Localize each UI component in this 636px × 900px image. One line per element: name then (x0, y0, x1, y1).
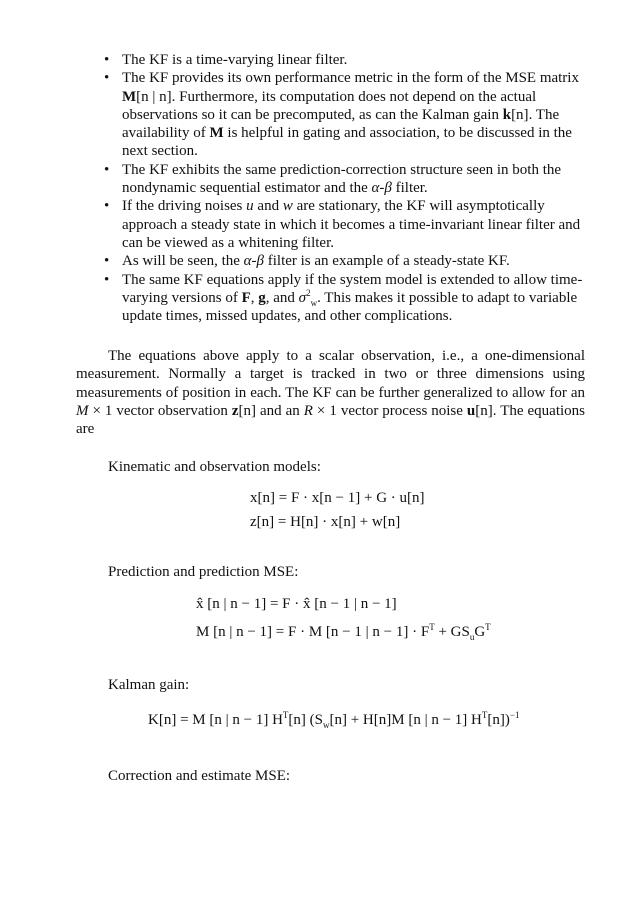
bullet-text: The same KF equations apply if the system model is extended to allow time-varying versions of (122, 271, 583, 306)
eq-sup: T (485, 622, 491, 632)
paragraph-text: × 1 vector observation (88, 402, 232, 419)
bullet-icon: • (104, 52, 110, 68)
eq-sup: −1 (509, 710, 520, 720)
eq-part: K[n] = M [n | n − 1] H (148, 712, 283, 728)
eq-sup: T (481, 710, 488, 720)
symbol-sigma: σ (298, 289, 307, 306)
bullet-text: . This makes it possible to adapt to variable update times, missed updates, and other complications. (122, 289, 578, 325)
eq-part: G (474, 624, 486, 640)
bullet-icon: • (104, 198, 110, 215)
bullet-icon: • (104, 253, 110, 270)
heading-kalman-gain: Kalman gain: (108, 677, 190, 693)
symbol-F: F (241, 289, 251, 306)
symbol-M: M (122, 88, 137, 105)
symbol-alpha-beta: α-β (243, 253, 264, 270)
eq-part: M [n | n − 1] = F · M [n − 1 | n − 1] · F (196, 624, 430, 640)
bullet-list (102, 51, 587, 325)
bullet-text: filter is an example of a steady-state KF. (263, 253, 510, 270)
symbol-arg: [n] (475, 402, 493, 419)
equation-prediction-2 (196, 622, 491, 642)
bullet-text: is helpful in gating and association, to be discussed in the next section. (122, 125, 572, 160)
equation-prediction-1: x̂ [n | n − 1] = F · x̂ [n − 1 | n − 1] (196, 596, 397, 612)
list-item (102, 197, 587, 252)
symbol-arg: [n] (511, 106, 529, 123)
list-item (102, 271, 587, 326)
equation-kinematic-1: x[n] = F · x[n − 1] + G · u[n] (250, 490, 425, 506)
eq-sup: T (282, 710, 289, 720)
bullet-text: If the driving noises (122, 198, 247, 215)
symbol-z: z (231, 402, 239, 419)
eq-part: + GS (434, 624, 470, 640)
bullet-text: . Furthermore, its computation does not depend on the actual observations so it can be precomputed, as can the Kalman gain (122, 88, 537, 123)
bullet-text: , (250, 289, 259, 306)
eq-part: [n]) (487, 712, 510, 728)
bullet-text: The KF exhibits the same prediction-correction structure seen in both the nondynamic sequential estimator and the (122, 161, 562, 197)
bullet-icon: • (104, 161, 110, 178)
eq-part: [n] (S (288, 712, 323, 728)
bullet-text: . The availability of (122, 106, 560, 142)
list-item (102, 69, 587, 160)
list-item (102, 51, 587, 69)
paragraph-text: × 1 vector process noise (312, 402, 467, 419)
bullet-text: and (253, 198, 283, 215)
symbol-arg: [n] (238, 402, 256, 419)
symbol-sup: 2 (306, 287, 311, 298)
heading-prediction: Prediction and prediction MSE: (108, 564, 299, 580)
equation-kalman-gain (148, 710, 519, 730)
eq-sub: u (469, 632, 475, 642)
paragraph-text: The equations above apply to a scalar observation, i.e., a one-dimensional measurement. Normally a target is tracked in two or three dimensions using measurements of position in each. The KF can be further generalized to allow for an (76, 348, 585, 401)
symbol-k: k (502, 106, 512, 123)
bullet-text: are stationary, the KF will asymptotically approach a steady state in which it becomes a time-invariant linear filter and can be viewed as a whitening filter. (122, 198, 581, 251)
eq-sup: T (429, 622, 435, 632)
symbol-R: R (303, 402, 313, 419)
bullet-text: As will be seen, the (122, 253, 244, 270)
paragraph-text: . The equations are (76, 402, 585, 438)
symbol-arg: [n | n] (136, 88, 172, 105)
equation-kinematic-2: z[n] = H[n] · x[n] + w[n] (250, 514, 401, 530)
bullet-text: The KF provides its own performance metric in the form of the MSE matrix (122, 70, 579, 87)
symbol-M: M (209, 125, 224, 142)
list-item (102, 161, 587, 198)
symbol-g: g (258, 289, 266, 306)
symbol-alpha-beta: α-β (371, 180, 392, 197)
paragraph-text: and an (256, 402, 304, 419)
symbol-w: w (282, 198, 293, 215)
bullet-text: The KF is a time-varying linear filter. (122, 52, 348, 68)
heading-correction: Correction and estimate MSE: (108, 768, 291, 784)
symbol-u: u (246, 198, 254, 215)
symbol-M: M (76, 402, 89, 419)
list-item (102, 252, 587, 270)
heading-kinematic: Kinematic and observation models: (108, 459, 321, 475)
symbol-sub: w (310, 297, 318, 308)
bullet-text: filter. (391, 180, 428, 197)
bullet-text: , and (265, 289, 299, 306)
symbol-u: u (466, 402, 476, 419)
body-paragraph (76, 347, 585, 438)
eq-part: [n] + H[n]M [n | n − 1] H (329, 712, 482, 728)
eq-sub: w (322, 720, 330, 730)
bullet-icon: • (104, 271, 110, 288)
bullet-icon: • (104, 70, 110, 87)
